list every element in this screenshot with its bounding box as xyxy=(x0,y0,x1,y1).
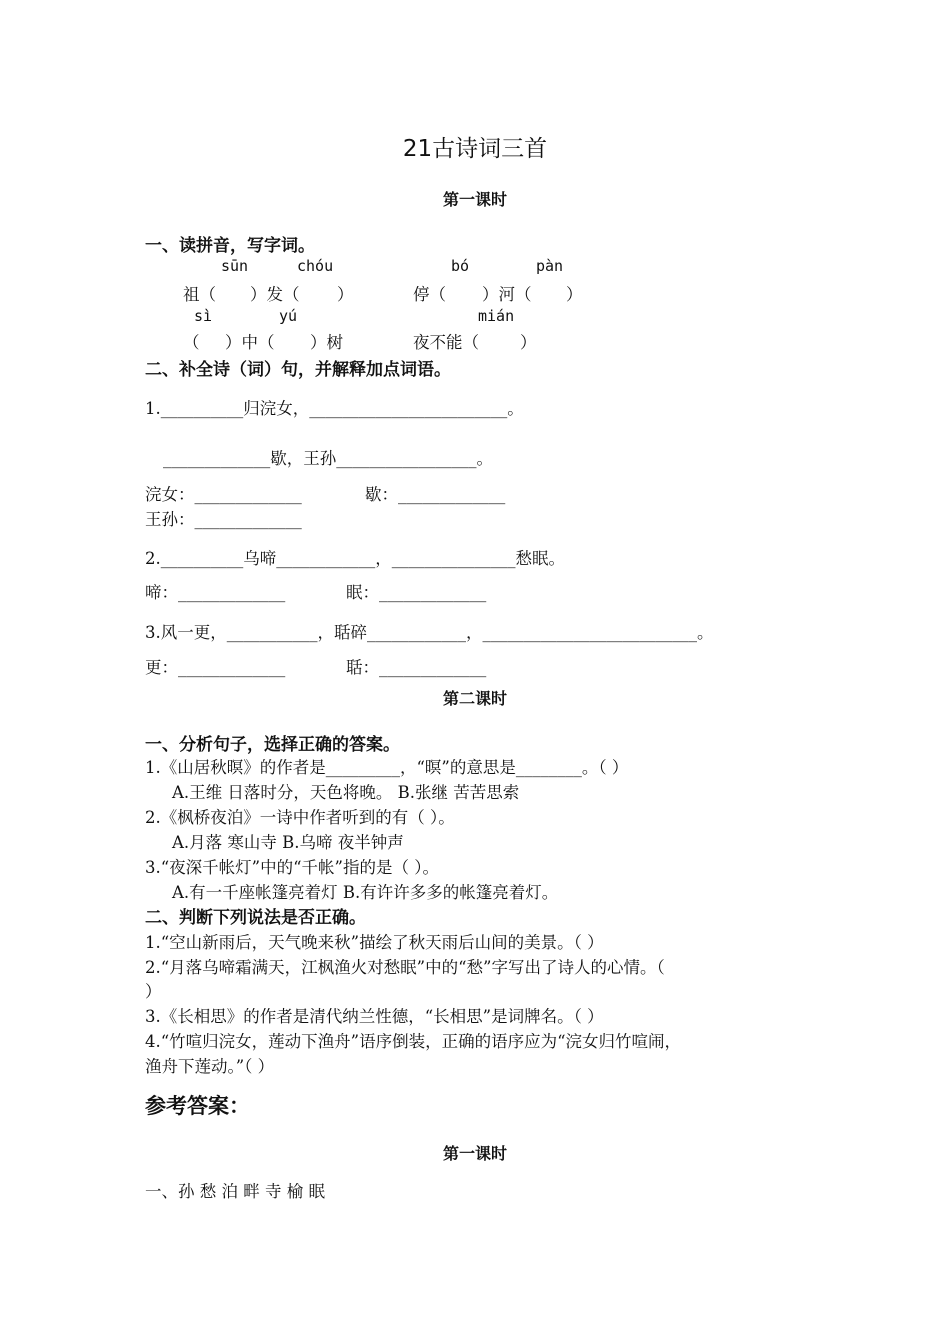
row1-b: ）发（ xyxy=(250,285,300,304)
answers-lesson-heading: 第一课时 xyxy=(442,1144,507,1163)
choice-q1-options: A.王维 日落时分，天色将晚。 B.张继 苦苦思索 xyxy=(172,783,520,802)
pinyin-pan: pàn xyxy=(536,257,564,275)
q1-line-a: 1.__________归浣女，________________________。 xyxy=(145,399,524,418)
row1-f: ） xyxy=(566,285,583,304)
pinyin-bo: bó xyxy=(451,257,470,275)
judge-q3: 3.《长相思》的作者是清代纳兰性德，“长相思”是词牌名。（ ） xyxy=(145,1007,604,1026)
pinyin-chou: chóu xyxy=(297,257,334,275)
q1-explain-xie: 歇：_____________ xyxy=(365,485,506,504)
row2-a: （ xyxy=(183,333,200,352)
lesson-two-heading: 第二课时 xyxy=(442,689,507,708)
pinyin-mian: mián xyxy=(478,307,515,325)
q3-line: 3.风一更，___________，聒碎____________，__________________________。 xyxy=(145,623,714,642)
pinyin-sun: sūn xyxy=(221,257,249,275)
choice-q1: 1.《山居秋暝》的作者是_________，“暝”的意思是________。（ ） xyxy=(145,758,629,777)
answers-line-1: 一、孙 愁 泊 畔 寺 榆 眠 xyxy=(145,1182,325,1201)
section-choice-heading: 一、分析句子，选择正确的答案。 xyxy=(145,735,400,755)
q2-explain-mian: 眠：_____________ xyxy=(346,583,487,602)
q2-explain-ti: 啼：_____________ xyxy=(145,583,286,602)
q1-line-b: _____________歇，王孙_________________。 xyxy=(163,449,493,468)
section-complete-heading: 二、补全诗（词）句，并解释加点词语。 xyxy=(145,360,451,380)
q1-explain-wangsun: 王孙：_____________ xyxy=(145,510,302,529)
row2-e: ） xyxy=(520,333,537,352)
choice-q3: 3.“夜深千帐灯”中的“千帐”指的是（ ）。 xyxy=(145,858,439,877)
page-title: 21古诗词三首 xyxy=(402,136,548,162)
q2-line: 2.__________乌啼____________，_______________愁眠。 xyxy=(145,549,565,568)
judge-q4: 4.“竹喧归浣女，莲动下渔舟”语序倒装，正确的语序应为“浣女归竹喧闹， xyxy=(145,1032,682,1051)
judge-q4-cont: 渔舟下莲动。”（ ） xyxy=(145,1057,275,1076)
q3-explain-geng: 更：_____________ xyxy=(145,658,286,677)
row1-c: ） xyxy=(337,285,354,304)
row2-b: ）中（ xyxy=(225,333,275,352)
row2-c: ）树 xyxy=(310,333,343,352)
choice-q2: 2.《枫桥夜泊》一诗中作者听到的有（ ）。 xyxy=(145,808,455,827)
q1-explain-huannv: 浣女：_____________ xyxy=(145,485,302,504)
judge-q1: 1.“空山新雨后，天气晚来秋”描绘了秋天雨后山间的美景。（ ） xyxy=(145,933,604,952)
pinyin-yu: yú xyxy=(279,307,298,325)
row1-e: ）河（ xyxy=(482,285,532,304)
row2-d: 夜不能（ xyxy=(413,333,479,352)
section-judge-heading: 二、判断下列说法是否正确。 xyxy=(145,908,366,928)
row1-a: 祖（ xyxy=(183,285,216,304)
judge-q2: 2.“月落乌啼霜满天，江枫渔火对愁眠”中的“愁”字写出了诗人的心情。（ xyxy=(145,958,665,977)
lesson-one-heading: 第一课时 xyxy=(442,190,507,209)
q3-explain-guo: 聒：_____________ xyxy=(346,658,487,677)
section-pinyin-heading: 一、读拼音，写字词。 xyxy=(145,236,315,256)
row1-d: 停（ xyxy=(413,285,446,304)
choice-q2-options: A.月落 寒山寺 B.乌啼 夜半钟声 xyxy=(172,833,404,852)
pinyin-si: sì xyxy=(194,307,213,325)
judge-q2-paren: ） xyxy=(145,982,162,1001)
choice-q3-options: A.有一千座帐篷亮着灯 B.有许许多多的帐篷亮着灯。 xyxy=(172,883,559,902)
answers-heading: 参考答案： xyxy=(145,1094,250,1118)
